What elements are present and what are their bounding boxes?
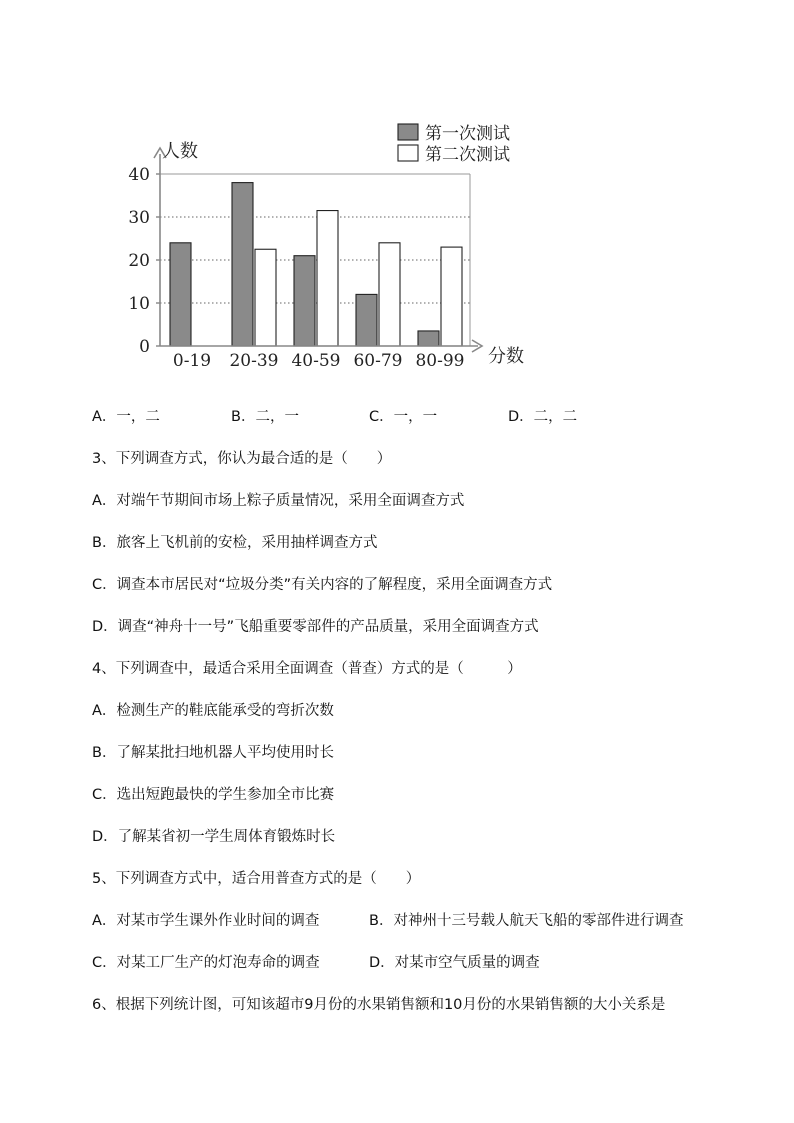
q3-stem: 3、下列调查方式，你认为最合适的是（ ）: [92, 451, 392, 467]
q2-option-d[interactable]: D．二，二: [508, 409, 578, 425]
x-tick-labels: [173, 351, 465, 371]
chart-bars: [170, 183, 462, 346]
q5-option-c[interactable]: C．对某工厂生产的灯泡寿命的调查: [92, 955, 320, 971]
score-bar-chart: [120, 110, 540, 380]
q2-option-b[interactable]: B．二，一: [231, 409, 299, 425]
y-tick-label: 30: [128, 208, 150, 228]
y-tick-label: 40: [128, 165, 150, 185]
legend-swatch: [398, 145, 418, 161]
q3-option-d[interactable]: D．调查“神舟十一号”飞船重要零部件的产品质量，采用全面调查方式: [92, 619, 539, 635]
y-tick-labels: [128, 165, 150, 357]
x-tick-label: 0-19: [172, 351, 212, 371]
bar-second-test-80-99: [441, 247, 462, 346]
x-tick-label: 20-39: [229, 351, 279, 371]
chart-legend: [398, 124, 510, 165]
x-tick-label: 40-59: [291, 351, 341, 371]
q3-option-c[interactable]: C．调查本市居民对“垃圾分类”有关内容的了解程度，采用全面调查方式: [92, 577, 553, 593]
y-tick-label: 20: [128, 251, 150, 271]
q4-stem: 4、下列调查中，最适合采用全面调查（普查）方式的是（ ）: [92, 661, 522, 677]
bar-first-test-0-19: [170, 243, 191, 346]
legend-label: 第二次测试: [425, 145, 510, 165]
bar-second-test-60-79: [379, 243, 400, 346]
x-tick-label: 60-79: [353, 351, 403, 371]
q5-option-b[interactable]: B．对神州十三号载人航天飞船的零部件进行调查: [369, 913, 684, 929]
q3-option-b[interactable]: B．旅客上飞机前的安检，采用抽样调查方式: [92, 535, 378, 551]
q5-option-d[interactable]: D．对某市空气质量的调查: [369, 955, 540, 971]
x-axis-label: 分数: [488, 346, 524, 367]
q6-stem: 6、根据下列统计图，可知该超市9月份的水果销售额和10月份的水果销售额的大小关系是: [92, 997, 666, 1013]
q2-option-a[interactable]: A．一，二: [92, 409, 160, 425]
q4-option-c[interactable]: C．选出短跑最快的学生参加全市比赛: [92, 787, 335, 803]
q4-option-d[interactable]: D．了解某省初一学生周体育锻炼时长: [92, 829, 336, 845]
y-axis-label: 人数: [162, 141, 198, 162]
bar-second-test-40-59: [317, 211, 338, 346]
y-tick-label: 0: [139, 337, 150, 357]
bar-first-test-20-39: [232, 183, 253, 346]
q3-option-a[interactable]: A．对端午节期间市场上粽子质量情况，采用全面调查方式: [92, 493, 465, 509]
q5-stem: 5、下列调查方式中，适合用普查方式的是（ ）: [92, 871, 421, 887]
legend-label: 第一次测试: [425, 124, 510, 144]
bar-second-test-20-39: [255, 249, 276, 346]
y-tick-label: 10: [128, 294, 150, 314]
bar-first-test-80-99: [418, 331, 439, 346]
q4-option-b[interactable]: B．了解某批扫地机器人平均使用时长: [92, 745, 334, 761]
x-tick-label: 80-99: [415, 351, 465, 371]
q4-option-a[interactable]: A．检测生产的鞋底能承受的弯折次数: [92, 703, 334, 719]
q2-option-c[interactable]: C．一，一: [369, 409, 438, 425]
bar-first-test-40-59: [294, 256, 315, 346]
q5-option-a[interactable]: A．对某市学生课外作业时间的调查: [92, 913, 320, 929]
legend-swatch: [398, 124, 418, 140]
bar-first-test-60-79: [356, 294, 377, 346]
